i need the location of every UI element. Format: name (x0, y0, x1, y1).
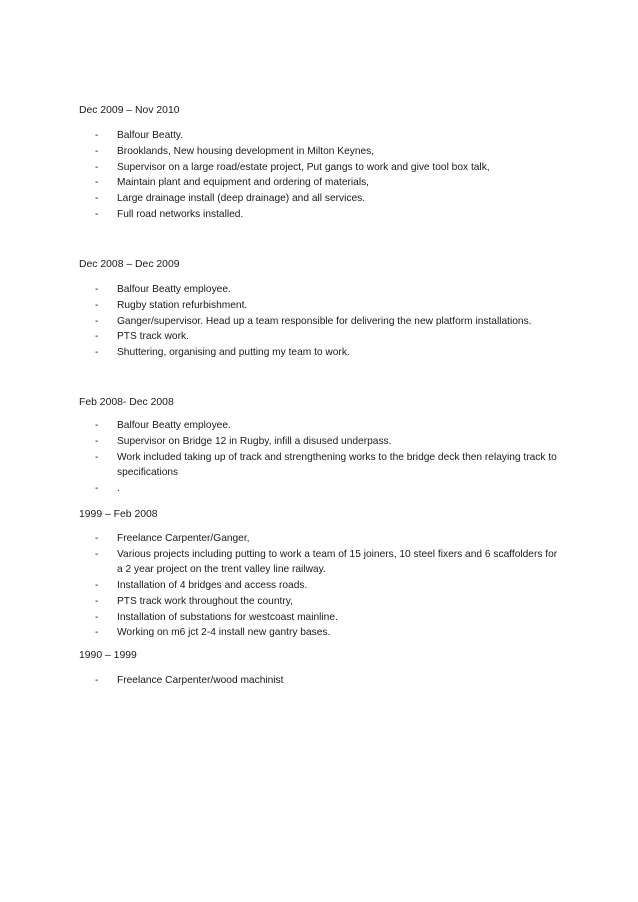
bullet-list (95, 128, 565, 223)
bullet-item (95, 345, 565, 361)
bullet-text: Supervisor on Bridge 12 in Rugby, infill a disused underpass. (117, 435, 392, 447)
dash-marker: - (95, 627, 99, 639)
bullet-item (95, 531, 565, 547)
bullet-item (95, 282, 565, 298)
dash-marker: - (95, 145, 99, 157)
dash-marker: - (95, 533, 99, 544)
dash-marker: - (95, 595, 99, 607)
bullet-text: Large drainage install (deep drainage) and all services. (117, 193, 366, 205)
bullet-item (95, 673, 565, 689)
bullet-item (95, 434, 565, 450)
bullet-item (95, 481, 565, 497)
dash-marker: - (95, 675, 99, 686)
bullet-item (95, 160, 565, 176)
bullet-text: Shuttering, organising and putting my team to work. (117, 347, 350, 359)
bullet-text: Ganger/supervisor. Head up a team responsible for delivering the new platform installations. (117, 315, 532, 327)
bullet-text: . (117, 482, 120, 494)
bullet-item (95, 298, 565, 314)
bullet-list (95, 418, 565, 497)
bullet-text: Balfour Beatty employee. (117, 284, 231, 295)
dash-marker: - (95, 451, 99, 463)
bullet-text: Work included taking up of track and strengthening works to the bridge deck then relaying track to specifications (117, 451, 557, 479)
dash-marker: - (95, 331, 99, 343)
dash-marker: - (95, 548, 99, 560)
bullet-item (95, 128, 565, 144)
bullet-list (95, 673, 565, 689)
bullet-item (95, 450, 565, 481)
bullet-text: Balfour Beatty. (117, 130, 184, 141)
bullet-item (95, 547, 565, 578)
dash-marker: - (95, 482, 99, 494)
dash-marker: - (95, 347, 99, 359)
bullet-item (95, 578, 565, 594)
bullet-item (95, 594, 565, 610)
bullet-text: PTS track work. (117, 331, 189, 343)
bullet-text: Freelance Carpenter/Ganger, (117, 533, 250, 544)
bullet-text: Working on m6 jct 2-4 install new gantry bases. (117, 627, 331, 639)
bullet-text: Supervisor on a large road/estate project, Put gangs to work and give tool box talk, (117, 161, 490, 173)
dash-marker: - (95, 611, 99, 623)
bullet-list (95, 282, 565, 361)
dash-marker: - (95, 161, 99, 173)
bullet-item (95, 314, 565, 330)
bullet-item (95, 175, 565, 191)
dash-marker: - (95, 130, 99, 141)
dash-marker: - (95, 315, 99, 327)
bullet-text: PTS track work throughout the country, (117, 595, 293, 607)
entry-date: 1999 – Feb 2008 (79, 509, 158, 520)
bullet-text: Installation of 4 bridges and access roads. (117, 580, 308, 592)
bullet-item (95, 625, 565, 641)
dash-marker: - (95, 435, 99, 447)
bullet-item (95, 191, 565, 207)
bullet-item (95, 207, 565, 223)
bullet-text: Freelance Carpenter/wood machinist (117, 675, 284, 686)
bullet-item (95, 610, 565, 626)
entry-date: Dec 2009 – Nov 2010 (79, 105, 180, 116)
dash-marker: - (95, 193, 99, 205)
dash-marker: - (95, 208, 99, 220)
entry-date: 1990 – 1999 (79, 650, 137, 661)
bullet-item (95, 144, 565, 160)
bullet-text: Balfour Beatty employee. (117, 420, 231, 431)
bullet-list (95, 531, 565, 641)
bullet-item (95, 418, 565, 434)
bullet-text: Various projects including putting to work a team of 15 joiners, 10 steel fixers and 6 scaffolders for a 2 year project on the trent valley line railway. (117, 548, 558, 576)
bullet-text: Installation of substations for westcoast mainline. (117, 611, 338, 623)
dash-marker: - (95, 580, 99, 592)
bullet-item (95, 329, 565, 345)
entry-date: Dec 2008 – Dec 2009 (79, 259, 180, 270)
bullet-text: Maintain plant and equipment and ordering of materials, (117, 177, 370, 189)
dash-marker: - (95, 177, 99, 189)
bullet-text: Rugby station refurbishment. (117, 299, 248, 311)
entry-date: Feb 2008- Dec 2008 (79, 397, 174, 408)
bullet-text: Brooklands, New housing development in Milton Keynes, (117, 145, 375, 157)
dash-marker: - (95, 420, 99, 431)
dash-marker: - (95, 284, 99, 295)
dash-marker: - (95, 299, 99, 311)
bullet-text: Full road networks installed. (117, 208, 244, 220)
